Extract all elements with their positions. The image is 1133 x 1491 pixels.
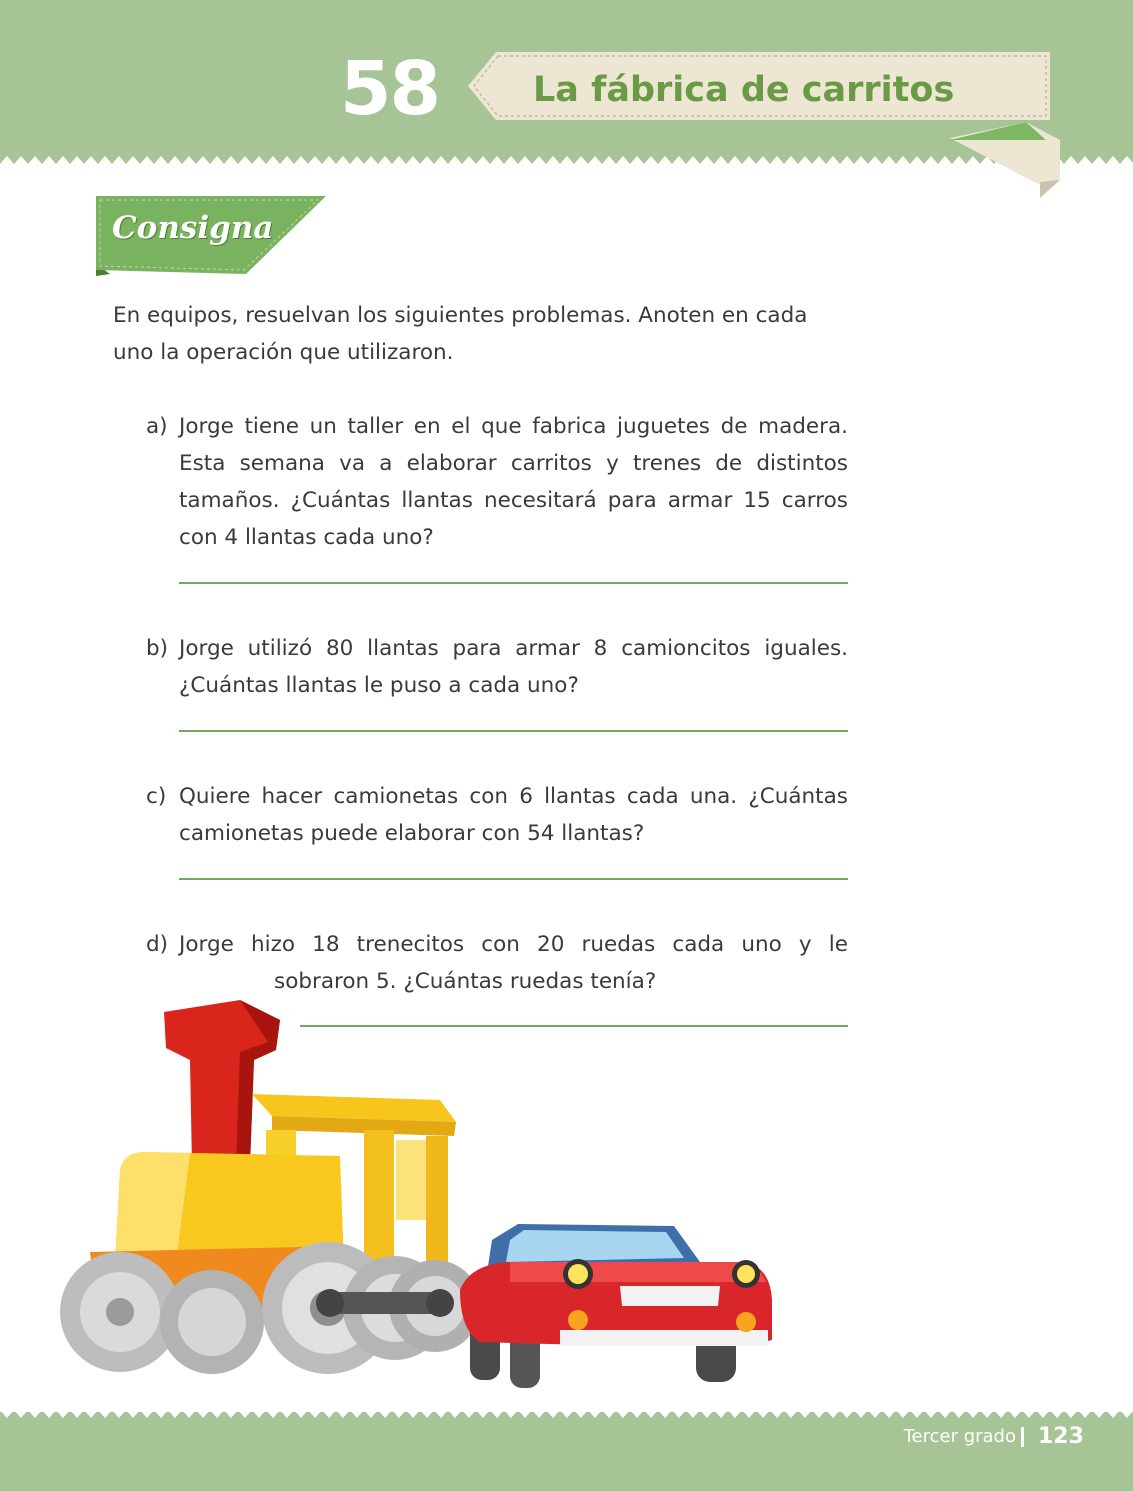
- problem-text: Jorge tiene un taller en el que fabrica juguetes de madera. Esta semana va a elaborar carritos y trenes de distintos tamaños. ¿Cuántas llantas necesitará para armar 15 carros con 4 llantas cada uno?: [179, 414, 848, 550]
- problem-letter: d): [146, 932, 169, 957]
- problem-text: Quiere hacer camionetas con 6 llantas cada una. ¿Cuántas camionetas puede elaborar con 54 llantas?: [179, 784, 848, 846]
- problem-letter: a): [146, 414, 168, 439]
- answer-line-a[interactable]: [179, 582, 848, 584]
- instructions-text: En equipos, resuelvan los siguientes problemas. Anoten en cada uno la operación que utilizaron.: [113, 303, 808, 365]
- footer-separator: [1021, 1427, 1024, 1447]
- problem-a: [146, 408, 856, 556]
- problem-d: [146, 926, 856, 1000]
- problem-text-line-2: sobraron 5. ¿Cuántas ruedas tenía?: [274, 969, 657, 994]
- lesson-title: La fábrica de carritos: [533, 70, 955, 110]
- consigna-label: Consigna: [112, 210, 274, 246]
- footer-zigzag-border: [0, 1406, 1133, 1420]
- problem-letter: c): [146, 784, 167, 809]
- problem-text-line-1: Jorge hizo 18 trenecitos con 20 ruedas cada uno y le: [179, 932, 848, 957]
- problem-letter: b): [146, 636, 169, 661]
- lesson-number: 58: [340, 46, 439, 132]
- toy-train-icon: [60, 1000, 481, 1374]
- problem-b: [146, 630, 856, 704]
- toys-illustration: [40, 990, 790, 1395]
- toy-car-icon: [460, 1224, 772, 1388]
- answer-line-c[interactable]: [179, 878, 848, 880]
- problem-text: Jorge utilizó 80 llantas para armar 8 camioncitos iguales. ¿Cuántas llantas le puso a cada uno?: [179, 636, 848, 698]
- answer-line-b[interactable]: [179, 730, 848, 732]
- footer-grade: Tercer grado: [903, 1426, 1016, 1447]
- page-number: 123: [1038, 1424, 1084, 1449]
- problem-c: [146, 778, 856, 852]
